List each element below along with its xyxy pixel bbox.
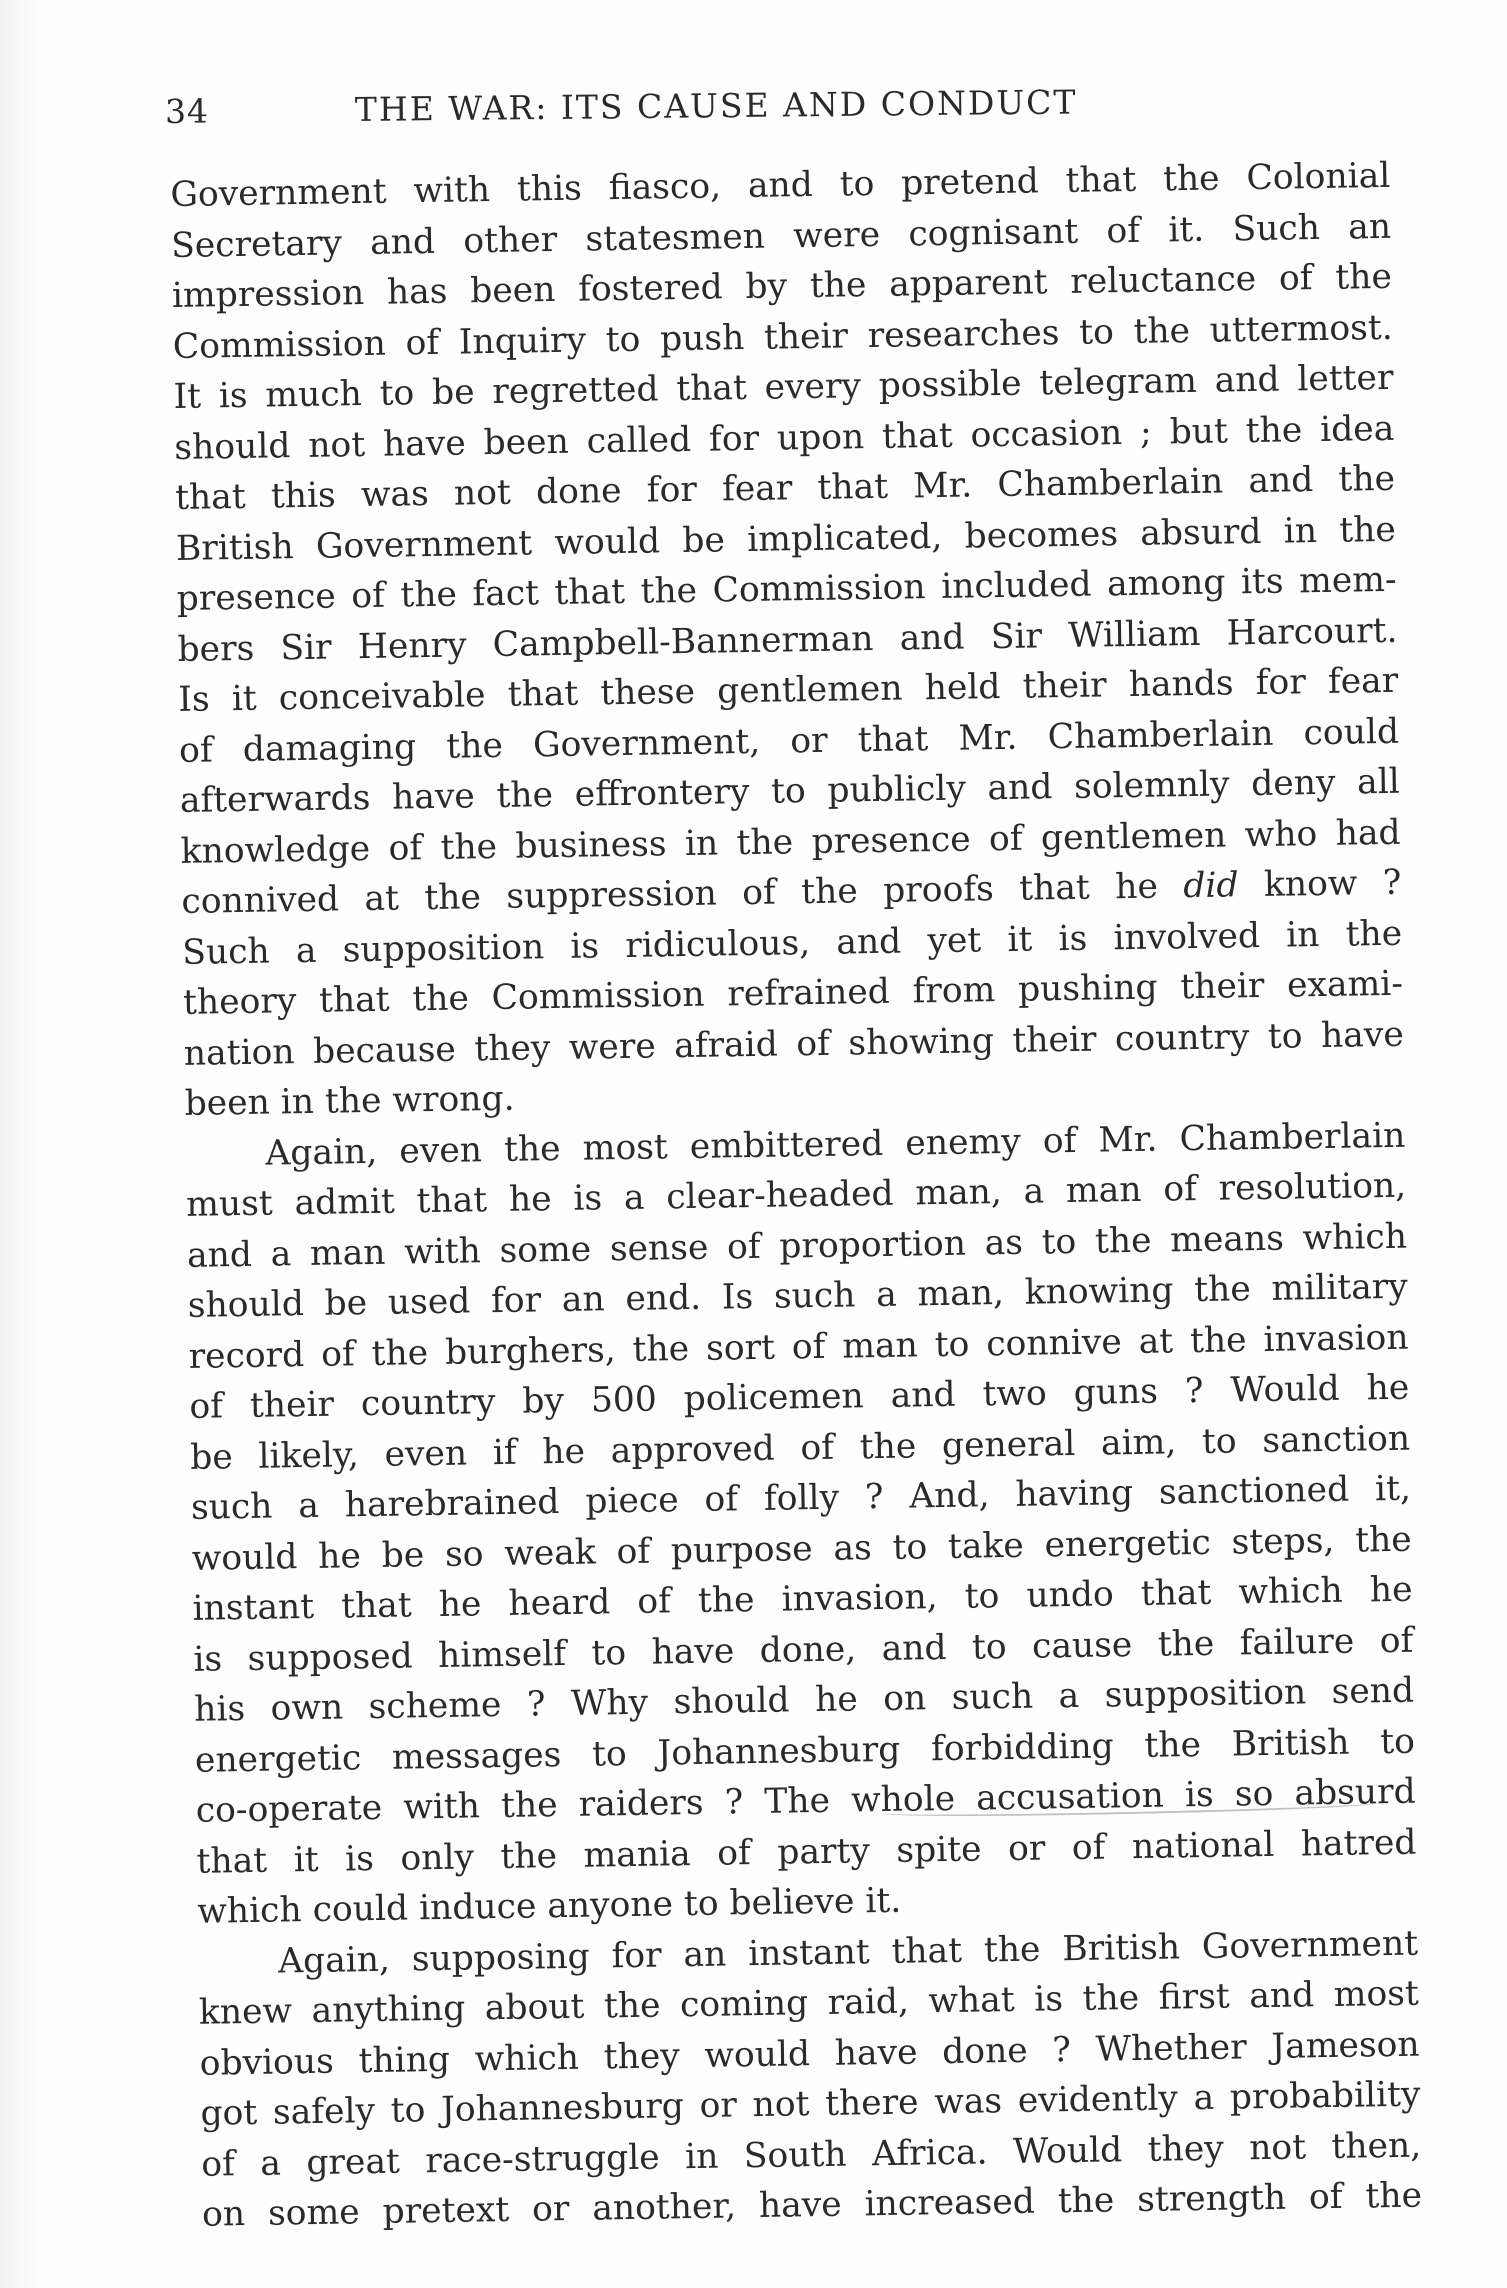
text-line: that it is only the mania of party spite or of national hatred	[196, 1822, 1417, 1882]
text-segment: connived at the suppression of the proofs that he	[181, 866, 1184, 922]
text-line: is supposed himself to have done, and to cause the failure of	[193, 1620, 1414, 1680]
text-line: got safely to Johannesburg or not there was evidently a probability	[200, 2074, 1421, 2134]
text-line: energetic messages to Johannesburg forbidding the British to	[194, 1721, 1416, 1781]
text-line: Government with this fiasco, and to pretend that the Colonial	[170, 155, 1391, 215]
text-line: knowledge of the business in the presence of gentlemen who had	[180, 812, 1401, 872]
body-text	[170, 150, 1452, 2240]
running-head	[165, 80, 1265, 142]
text-line: Commission of Inquiry to push their researches to the uttermost.	[172, 307, 1393, 367]
text-line: been in the wrong.	[184, 1078, 515, 1124]
text-line: It is much to be regretted that every possible telegram and letter	[173, 357, 1394, 417]
text-line: bers Sir Henry Campbell-Bannerman and Sir William Harcourt.	[177, 610, 1398, 670]
text-line: that this was not done for fear that Mr. Chamberlain and the	[174, 458, 1396, 518]
text-line: instant that he heard of the invasion, to undo that which he	[192, 1569, 1413, 1629]
text-line: afterwards have the effrontery to publicly and solemnly deny all	[179, 761, 1401, 821]
text-line: which could induce anyone to believe it.	[197, 1880, 902, 1932]
text-line: nation because they were afraid of showing their country to have	[183, 1014, 1405, 1074]
text-line: of a great race-struggle in South Africa. Would they not then,	[201, 2125, 1422, 2185]
text-line: Such a supposition is ridiculous, and yet it is involved in the	[181, 913, 1403, 973]
text-line: be likely, even if he approved of the general aim, to sanction	[189, 1418, 1411, 1478]
text-line: knew anything about the coming raid, what is the first and most	[198, 1973, 1420, 2033]
text-line: such a harebrained piece of folly ? And, having sanctioned it,	[190, 1468, 1412, 1528]
text-line: on some pretext or another, have increased the strength of the	[201, 2175, 1423, 2235]
text-line: Secretary and other statesmen were cognisant of it. Such an	[170, 206, 1392, 266]
page-number: 34	[164, 91, 210, 131]
text-line: theory that the Commission refrained from pushing their exami-	[182, 963, 1404, 1023]
text-line: record of the burghers, the sort of man to connive at the invasion	[188, 1317, 1409, 1377]
text-line: obvious thing which they would have done ? Whether Jameson	[199, 2024, 1420, 2084]
paragraph-start-line: Again, even the most embittered enemy of Mr. Chamberlain	[265, 1115, 1406, 1174]
text-line: and a man with some sense of proportion as to the means which	[186, 1216, 1408, 1276]
page-edge-shadow	[0, 0, 40, 2288]
text-line: must admit that he is a clear-headed man, a man of resolution,	[185, 1165, 1407, 1225]
text-segment: know ?	[1238, 862, 1402, 906]
text-line: his own scheme ? Why should he on such a supposition send	[193, 1670, 1415, 1730]
text-line: presence of the fact that the Commission included among its mem-	[176, 559, 1397, 619]
text-line: would he be so weak of purpose as to take energetic steps, the	[191, 1519, 1412, 1579]
text-line: of damaging the Government, or that Mr. Chamberlain could	[178, 711, 1400, 771]
paragraph-start-line: Again, supposing for an instant that the British Government	[277, 1923, 1419, 1982]
text-line: co-operate with the raiders ? The whole accusation is so absurd	[195, 1771, 1416, 1831]
text-line: impression has been fostered by the apparent reluctance of the	[171, 256, 1393, 316]
text-line: should be used for an end. Is such a man, knowing the military	[187, 1266, 1409, 1326]
text-line: of their country by 500 policemen and two guns ? Would he	[189, 1367, 1410, 1427]
text-line: British Government would be implicated, becomes absurd in the	[175, 509, 1397, 569]
italic-emphasis: did	[1182, 865, 1239, 907]
running-title: THE WAR: ITS CAUSE AND CONDUCT	[354, 82, 1078, 130]
text-line: Is it conceivable that these gentlemen held their hands for fear	[178, 660, 1399, 720]
text-line: should not have been called for upon that occasion ; but the idea	[174, 408, 1395, 468]
